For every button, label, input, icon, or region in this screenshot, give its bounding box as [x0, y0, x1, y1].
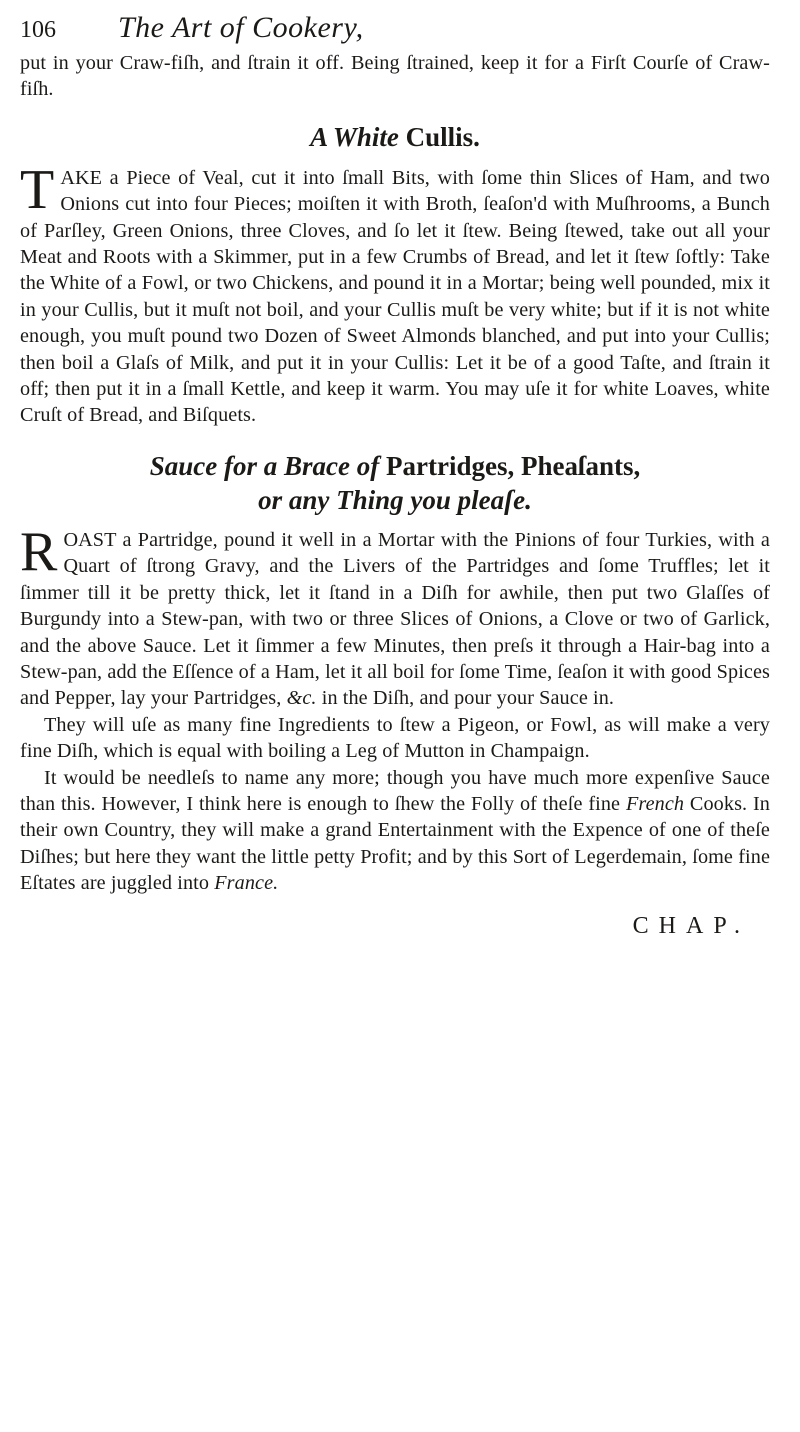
section-heading-partridge-sauce [20, 449, 770, 517]
heading-italic-part: Sauce for a Brace of [149, 450, 380, 481]
drop-capital: R [20, 520, 58, 583]
heading-italic-part: A White [310, 121, 399, 152]
italic-word-french: French [625, 792, 685, 815]
heading-italic-part: or any Thing you pleaſe. [258, 484, 532, 515]
paragraph-pigeon: They will uſe as many fine Ingredients to ſtew a Pigeon, or Fowl, as will make a very fine Diſh, which is equal with boiling a Leg of Mutton in Champaign. [20, 713, 770, 763]
catchword: CHAP. [632, 912, 750, 939]
recipe-body-text: in the Diſh, and pour your Sauce in. [321, 687, 615, 710]
section-heading-white-cullis [20, 121, 770, 153]
intro-paragraph: put in your Craw-fiſh, and ſtrain it off. Being ſtrained, keep it for a Firſt Courſe of Craw-fiſh. [20, 52, 770, 101]
body-text: Cooks. In their own Country, they will make a grand Entertainment with the Expence of one of theſe Diſhes; but here they want the little petty Profit; and by this Sort of Legerdemain, ſome fine Eſtates are juggled into [20, 792, 771, 895]
recipe-white-cullis [20, 158, 770, 429]
heading-roman-part: Cullis. [405, 121, 480, 152]
paragraph-french-cooks [20, 765, 770, 897]
heading-roman-part: Partridges, Pheaſants, [386, 450, 641, 481]
recipe-body-text: OAST a Partridge, pound it well in a Mortar with the Pinions of four Turkies, with a Quart of ſtrong Gravy, and the Livers of the Partridges and ſome Truffles; let it ſimmer till it be pretty thick, let it ſtand in a Diſh for awhile, then put two Glaſſes of Burgundy into a Stew-pan, with two or three Slices of Onions, a Clove or two of Garlick, and the above Sauce. Let it ſimmer a few Minutes, then preſs it through a Hair-bag into a Stew-pan, add the Eſſence of a Ham, let it all boil for ſome Time, ſeaſon it with good Spices and Pepper, lay your Partridges, [20, 528, 770, 710]
recipe-body-text: AKE a Piece of Veal, cut it into ſmall Bits, with ſome thin Slices of Ham, and two Onions cut into four Pieces; moiſten it with Broth, ſeaſon'd with Muſhrooms, a Bunch of Parſley, Green Onions, three Cloves, and ſo let it ſtew. Being ſtewed, take out all your Meat and Roots with a Skimmer, put in a few Crumbs of Bread, and let it ſtew ſoftly: Take the White of a Fowl, or two Chickens, and pound it in a Mortar; being well pounded, mix it in your Cullis, but it muſt not boil, and your Cullis muſt be very white; but if it is not white enough, you muſt pound two Dozen of Sweet Almonds blanched, and put into your Cullis; then boil a Glaſs of Milk, and put it in your Cullis: Let it be of a good Taſte, and ſtrain it off; then put it in a ſmall Kettle, and keep it warm. You may uſe it for white Loaves, white Cruſt of Bread, and Biſquets. [20, 166, 770, 427]
etc-abbreviation: &c. [286, 687, 317, 710]
running-title: The Art of Cookery, [118, 11, 364, 44]
running-head [20, 10, 770, 50]
italic-word-france: France. [214, 872, 279, 895]
drop-capital: T [20, 158, 55, 221]
body-text: It would be needleſs to name any more; though you have much more expenſive Sauce than this. However, I think here is enough to ſhew the Folly of theſe fine [20, 766, 770, 815]
page-number: 106 [20, 17, 56, 43]
recipe-partridge-sauce [20, 520, 770, 712]
